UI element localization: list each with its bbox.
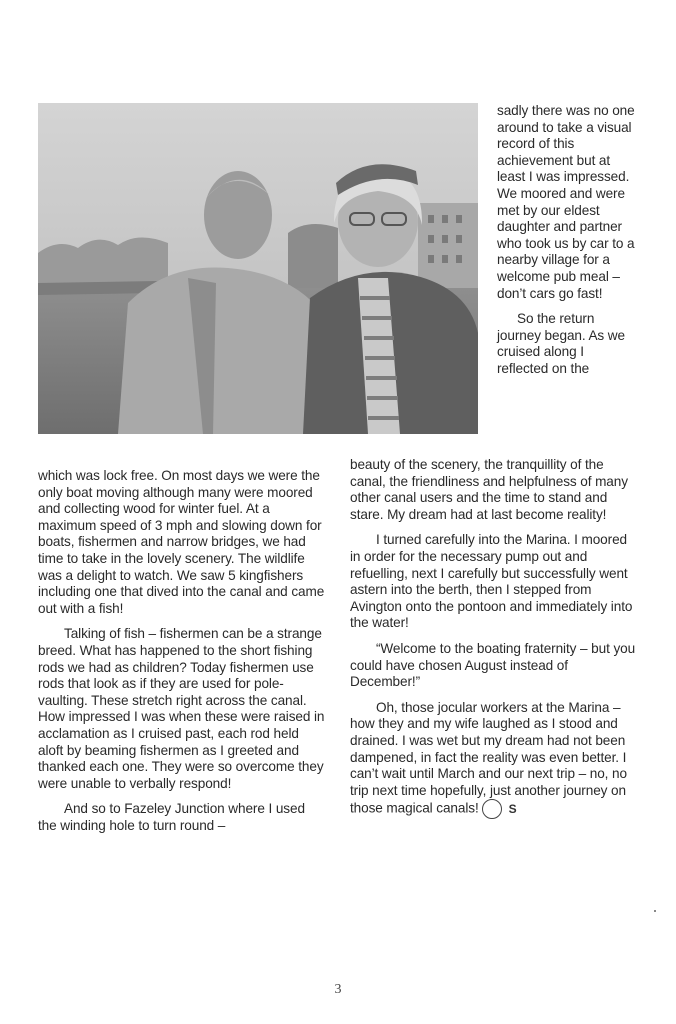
paragraph: So the return journey began. As we cruised along I reflected on the bbox=[497, 311, 625, 376]
paragraph-last bbox=[350, 700, 638, 820]
paragraph: Talking of fish – fishermen can be a strange breed. What has happened to the short fishing rods we had as children? Today fishermen use rods that look as if they are used for pole-vaulting. These stretch right across the canal. How impressed I was when these were raised in acclamation as I cruised past, each rod held aloft by beaming fishermen as I greeted and thanked each one. They were so overcome they were unable to verbally respond! bbox=[38, 626, 325, 791]
paragraph-text: Oh, those jocular workers at the Marina – how they and my wife laughed as I stood and drained. I was wet but my dream had not been dampened, in fact the reality was even better. I can’t wait until March and our next trip – no, no trip next time hopefully, just another journey on those magical canals! bbox=[350, 699, 627, 816]
photo-couple-icon bbox=[38, 103, 478, 434]
text-column-left bbox=[38, 468, 326, 843]
paragraph: And so to Fazeley Junction where I used the winding hole to turn round – bbox=[38, 801, 305, 833]
speck-mark bbox=[654, 910, 656, 912]
paragraph: “Welcome to the boating fraternity – but you could have chosen August instead of December!” bbox=[350, 640, 636, 690]
magazine-logo-icon: S bbox=[482, 799, 502, 819]
paragraph: which was lock free. On most days we were the only boat moving although many were moored and collecting wood for winter fuel. At a maximum speed of 3 mph and slowing down for boats, fishermen and narrow bridges, we had time to take in the lovely scenery. The wildlife was a delight to watch. We saw 5 kingfishers including one that dived into the canal and came out with a fish! bbox=[38, 468, 325, 616]
text-column-right-bottom bbox=[350, 457, 638, 828]
paragraph: I turned carefully into the Marina. I moored in order for the necessary pump out and refuelling, next I carefully but successfully went astern into the berth, then I stepped from Avington onto the pontoon and immediately into the water! bbox=[350, 532, 633, 631]
paragraph: sadly there was no one around to take a visual record of this achievement but at least I was impressed. We moored and were met by our eldest daughter and partner who took us by car to a nearby village for a welcome pub meal – don’t cars go fast! bbox=[497, 103, 635, 301]
text-column-right-top bbox=[497, 103, 638, 387]
paragraph: beauty of the scenery, the tranquillity of the canal, the friendliness and helpfulness of many other canal users and the time to stand and stare. My dream had at last become reality! bbox=[350, 457, 628, 522]
page-number: 3 bbox=[334, 982, 342, 997]
photo-couple bbox=[38, 103, 478, 434]
